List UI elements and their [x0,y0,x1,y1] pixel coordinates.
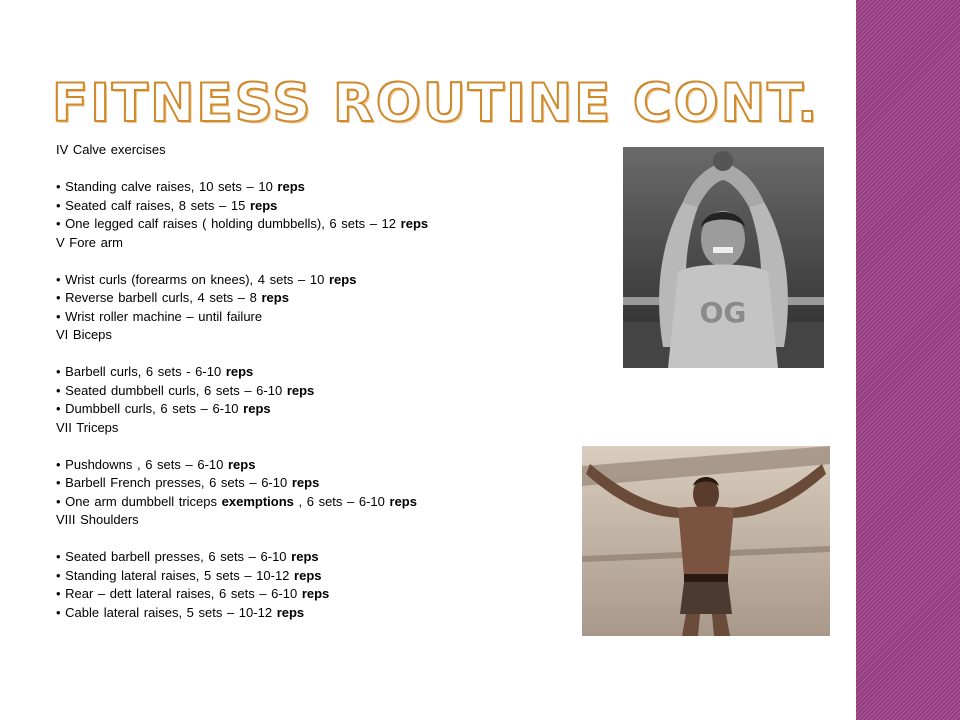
item-bold-text: reps [261,290,289,305]
list-item [56,585,616,604]
item-text: Dumbbell curls, 6 sets – 6-10 [65,401,239,416]
decorative-side-band [856,0,960,720]
item-text: Wrist curls (forearms on knees), 4 sets – 10 [65,271,325,287]
item-text: Rear – dett lateral raises, 6 sets – 6-10 [65,586,298,601]
item-bold-text: reps [328,271,357,287]
list-item [56,289,616,308]
spacer [56,345,616,364]
list-item [56,474,616,493]
section-heading: VII Triceps [56,419,119,435]
slide-title: FITNESS ROUTINE CONT. [52,73,820,134]
spacer [56,160,616,179]
bullet-icon: • [56,308,66,324]
man-pulling-cable-photo [623,147,824,368]
list-item [56,308,616,327]
exercise-list [56,141,616,622]
item-bold-text: reps [286,382,315,398]
section-heading: VIII Shoulders [56,512,139,527]
spacer [56,252,616,271]
bullet-icon: • [56,586,66,601]
item-text: Standing lateral raises, 5 sets – 10-12 [65,567,290,583]
item-text: Standing calve raises, 10 sets – 10 [65,179,273,194]
item-bold-text: exemptions [221,493,294,509]
svg-text:OG: OG [699,296,747,329]
list-item [56,363,616,382]
section-heading: IV Calve exercises [56,142,166,157]
item-text: Barbell French presses, 6 sets – 6-10 [65,475,288,490]
bullet-icon: • [56,271,66,287]
bullet-icon: • [56,290,66,305]
list-item [56,493,616,512]
bullet-icon: • [56,364,66,379]
bullet-icon: • [56,197,66,213]
item-bold-text: reps [249,197,278,213]
item-text: Cable lateral raises, 5 sets – 10-12 [65,604,273,620]
spacer [56,530,616,549]
list-item [56,178,616,197]
item-bold-text: reps [243,401,271,416]
list-item [56,400,616,419]
list-item [56,382,616,401]
list-item [56,567,616,586]
bullet-icon: • [56,475,66,490]
bullet-icon: • [56,549,66,564]
item-text: Pushdowns , 6 sets – 6-10 [65,456,224,472]
item-bold-text: reps [291,475,320,490]
item-bold-text: reps [389,493,417,509]
item-text-after: , 6 sets – 6-10 [293,493,385,509]
item-bold-text: reps [291,549,319,564]
item-text: Barbell curls, 6 sets - 6-10 [65,364,222,379]
item-text: Wrist roller machine – until failure [65,308,263,324]
bullet-icon: • [56,604,66,620]
item-text: One arm dumbbell triceps [65,493,218,509]
item-bold-text: reps [277,179,305,194]
item-text: Seated dumbbell curls, 6 sets – 6-10 [65,382,283,398]
list-item [56,548,616,567]
bullet-icon: • [56,216,66,231]
list-item [56,456,616,475]
item-bold-text: reps [225,364,254,379]
bullet-icon: • [56,179,66,194]
bullet-icon: • [56,567,66,583]
section-heading: V Fore arm [56,234,124,250]
section-heading: VI Biceps [56,327,112,342]
man-flexing-photo [582,446,830,636]
bullet-icon: • [56,382,66,398]
bullet-icon: • [56,401,66,416]
spacer [56,437,616,456]
list-item [56,215,616,234]
item-bold-text: reps [228,456,256,472]
bullet-icon: • [56,493,66,509]
list-item [56,604,616,623]
item-text: Seated barbell presses, 6 sets – 6-10 [65,549,287,564]
bullet-icon: • [56,456,66,472]
item-text: Seated calf raises, 8 sets – 15 [65,197,246,213]
item-bold-text: reps [294,567,322,583]
item-text: Reverse barbell curls, 4 sets – 8 [65,290,257,305]
item-bold-text: reps [301,586,330,601]
list-item [56,197,616,216]
item-bold-text: reps [400,216,429,231]
item-text: One legged calf raises ( holding dumbbells), 6 sets – 12 [65,216,397,231]
item-bold-text: reps [276,604,305,620]
list-item [56,271,616,290]
